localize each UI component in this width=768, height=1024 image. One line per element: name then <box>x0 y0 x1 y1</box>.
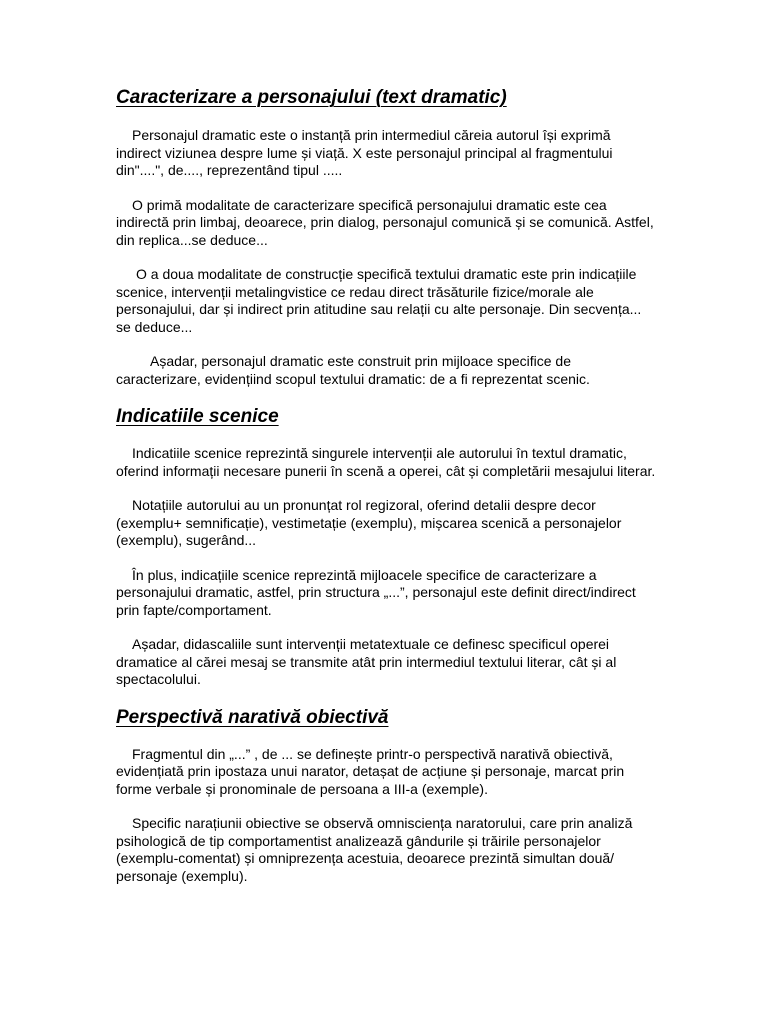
paragraph: Personajul dramatic este o instanță prin intermediul căreia autorul își exprimă indirect viziunea despre lume și viață. X este personajul principal al fragmentului din"....", de...., reprezentând tipul ..... <box>116 127 613 178</box>
section-heading-caracterizare: Caracterizare a personajului (text dramatic) <box>116 87 507 108</box>
paragraph: Specific narațiunii obiective se observă omnisciența naratorului, care prin analiză psihologică de tip comportamentist analizează gândurile și trăirile personajelor (exemplu-comentat) și omniprezența acestuia, deoarece prezintă simultan două/ personaje (exemplu). <box>116 815 633 884</box>
section-heading-indicatii-scenice: Indicatiile scenice <box>116 406 279 427</box>
paragraph: O a doua modalitate de construcție specifică textului dramatic este prin indicațiile scenice, intervenții metalingvistice ce redau direct trăsăturile fizice/morale ale personajului, dar și indirect prin atitudine sau relații cu alte personaje. Din secvența... se deduce... <box>116 266 642 335</box>
paragraph: Fragmentul din „...” , de ... se definește printr-o perspectivă narativă obiectivă, evidențiată prin ipostaza unui narator, detașat de acțiune și personaje, marcat prin forme verbale și pronominale de persoana a III-a (exemple). <box>116 745 625 797</box>
paragraph: Așadar, didascaliile sunt intervenții metatextuale ce definesc specificul operei dramatice al cărei mesaj se transmite atât prin intermediul textului literar, cât și al spectacolului. <box>116 636 617 687</box>
section-heading-perspectiva-narativa: Perspectivă narativă obiectivă <box>116 706 389 728</box>
paragraph: O primă modalitate de caracterizare specifică personajului dramatic este cea indirectă prin limbaj, deoarece, prin dialog, personajul comunică și se comunică. Astfel, din replica...se deduce... <box>116 196 654 248</box>
paragraph: Indicatiile scenice reprezintă singurele intervenții ale autorului în textul dramatic, oferind informații necesare punerii în scenă a operei, cât și completării mesajului literar. <box>116 445 656 479</box>
paragraph: Notațiile autorului au un pronunțat rol regizoral, oferind detalii despre decor (exemplu+ semnificație), vestimetație (exemplu), mișcarea scenică a personajelor (exemplu), sugerând... <box>116 497 622 548</box>
document-page <box>116 86 656 885</box>
paragraph: În plus, indicațiile scenice reprezintă mijloacele specifice de caracterizare a personajului dramatic, astfel, prin structura „...”, personajul este definit direct/indirect prin fapte/comportament. <box>116 566 636 618</box>
paragraph: Așadar, personajul dramatic este construit prin mijloace specifice de caracterizare, evidențiind scopul textului dramatic: de a fi reprezentat scenic. <box>116 353 590 387</box>
